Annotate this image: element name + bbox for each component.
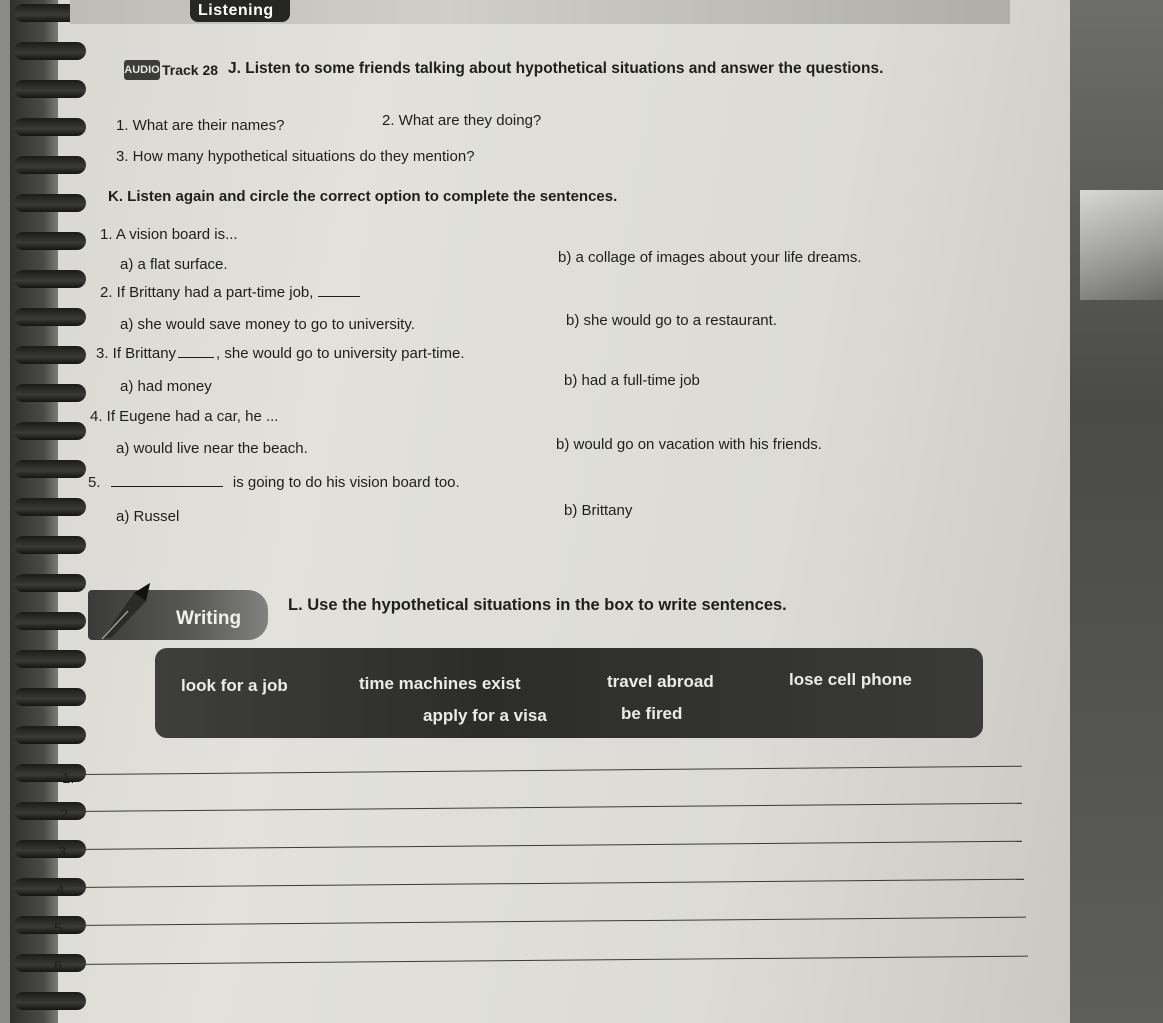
- track-number: Track 28: [162, 62, 219, 78]
- writing-line[interactable]: [76, 803, 1022, 812]
- exercise-j-question-2: 2. What are they doing?: [382, 112, 542, 129]
- word-look-for-a-job: look for a job: [181, 676, 288, 695]
- writing-line[interactable]: [70, 917, 1026, 926]
- exercise-k-instruction: K. Listen again and circle the correct option to complete the sentences.: [108, 188, 618, 205]
- k-item-2-stem: 2. If Brittany had a part-time job,: [100, 284, 360, 301]
- spiral-ring: [14, 118, 86, 136]
- writing-line[interactable]: [78, 766, 1022, 775]
- spiral-ring: [14, 270, 86, 288]
- k-item-1-option-b[interactable]: b) a collage of images about your life dreams.: [558, 249, 862, 266]
- k-item-3-option-b[interactable]: b) had a full-time job: [564, 372, 700, 389]
- writing-line-number: 3.: [58, 844, 71, 861]
- spiral-ring: [14, 536, 86, 554]
- k-item-5-blank[interactable]: [111, 486, 223, 487]
- spiral-ring: [14, 194, 86, 212]
- writing-line[interactable]: [72, 879, 1024, 888]
- k-item-3-option-a[interactable]: a) had money: [120, 378, 212, 395]
- word-be-fired: be fired: [621, 704, 683, 723]
- spiral-ring: [14, 650, 86, 668]
- writing-badge-label: Writing: [176, 608, 242, 629]
- k-item-4-option-a[interactable]: a) would live near the beach.: [116, 440, 308, 457]
- spiral-ring: [14, 156, 86, 174]
- spiral-ring: [14, 498, 86, 516]
- spiral-ring: [14, 992, 86, 1010]
- spiral-ring: [14, 612, 86, 630]
- k-item-2-blank[interactable]: [318, 296, 360, 297]
- exercise-j-instruction: J. Listen to some friends talking about hypothetical situations and answer the questions.: [228, 60, 884, 77]
- writing-line-number: 2.: [60, 806, 73, 823]
- writing-line-number: 1.: [62, 770, 75, 787]
- word-box: [155, 648, 983, 738]
- spiral-ring: [14, 384, 86, 402]
- spiral-ring: [14, 232, 86, 250]
- spiral-ring: [14, 726, 86, 744]
- worksheet-page: [10, 0, 1070, 1023]
- writing-instruction: L. Use the hypothetical situations in the box to write sentences.: [288, 596, 787, 614]
- spiral-ring: [14, 460, 86, 478]
- word-travel-abroad: travel abroad: [607, 672, 714, 691]
- spiral-ring: [14, 764, 86, 782]
- spiral-ring: [14, 688, 86, 706]
- word-lose-cell-phone: lose cell phone: [789, 670, 912, 689]
- spiral-ring: [14, 346, 86, 364]
- writing-line[interactable]: [68, 956, 1028, 965]
- word-apply-for-a-visa: apply for a visa: [423, 706, 547, 725]
- k-item-5-option-a[interactable]: a) Russel: [116, 508, 180, 525]
- k-item-2-option-b[interactable]: b) she would go to a restaurant.: [566, 312, 777, 329]
- k-item-4-stem: 4. If Eugene had a car, he ...: [90, 408, 279, 425]
- k-item-2-option-a[interactable]: a) she would save money to go to university.: [120, 316, 415, 333]
- k-item-4-option-b[interactable]: b) would go on vacation with his friends.: [556, 436, 822, 453]
- writing-line-number: 6.: [54, 958, 67, 975]
- k-item-3-stem: 3. If Brittany , she would go to university part-time.: [96, 345, 465, 362]
- spiral-ring: [14, 308, 86, 326]
- exercise-j-question-3: 3. How many hypothetical situations do they mention?: [116, 148, 475, 165]
- k-item-1-stem: 1. A vision board is...: [100, 226, 238, 243]
- writing-line-number: 5.: [54, 920, 67, 937]
- fountain-pen-icon: [94, 575, 164, 645]
- spiral-ring: [14, 80, 86, 98]
- background-light-patch: [1080, 190, 1163, 300]
- spiral-ring: [14, 422, 86, 440]
- word-time-machines-exist: time machines exist: [359, 674, 521, 693]
- writing-line-number: 4.: [56, 882, 69, 899]
- audio-track-icon: AUDIO: [124, 60, 160, 80]
- k-item-5-option-b[interactable]: b) Brittany: [564, 502, 633, 519]
- k-item-3-blank[interactable]: [178, 357, 214, 358]
- k-item-5-stem: 5. is going to do his vision board too.: [88, 474, 460, 491]
- writing-line[interactable]: [74, 841, 1022, 850]
- section-header-label: Listening: [198, 2, 274, 19]
- spiral-ring: [14, 42, 86, 60]
- exercise-j-question-1: 1. What are their names?: [116, 117, 285, 134]
- k-item-1-option-a[interactable]: a) a flat surface.: [120, 256, 228, 273]
- spiral-ring: [14, 574, 86, 592]
